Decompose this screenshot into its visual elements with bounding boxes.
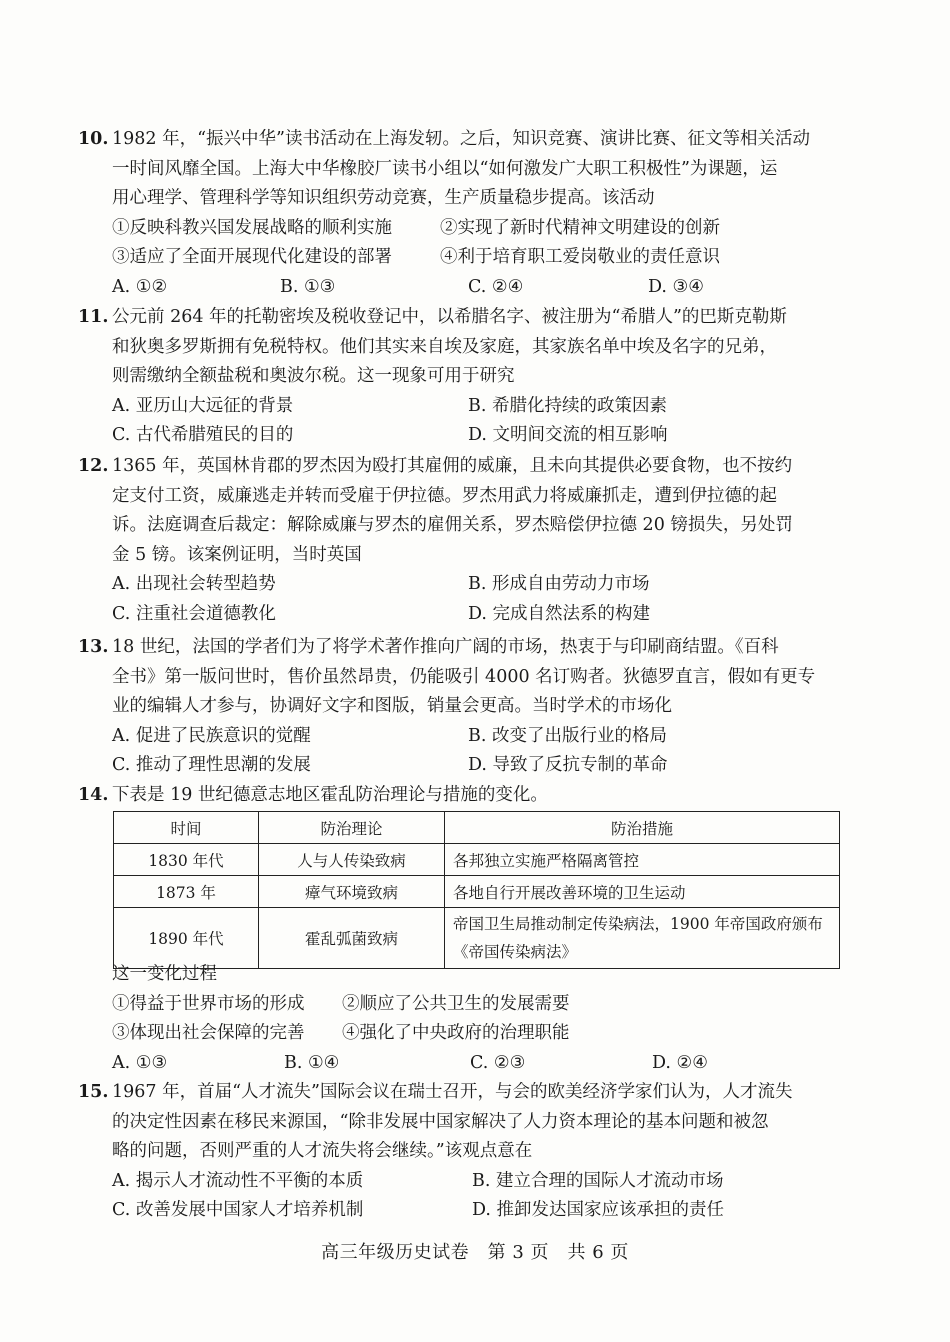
statement: ③适应了全面开展现代化建设的部署 <box>112 247 392 268</box>
question-text: 一时间风靡全国。上海大中华橡胶厂读书小组以“如何激发广大职工积极性”为课题，运 <box>112 158 778 179</box>
question-number: 12. <box>78 456 109 476</box>
table-cell: 1830 年代 <box>114 844 259 876</box>
statement-row <box>78 243 848 273</box>
question-text: 这一变化过程 <box>112 964 217 984</box>
option-b[interactable]: B. ①④ <box>284 1052 340 1073</box>
question-number: 11. <box>78 307 109 327</box>
question-text: 业的编辑人才参与，协调好文字和图版，销量会更高。当时学术的市场化 <box>112 696 672 717</box>
table-cell: 各邦独立实施严格隔离管控 <box>445 844 840 876</box>
option-d[interactable]: D. ③④ <box>648 276 704 297</box>
options-row <box>78 1049 848 1079</box>
question-number: 10. <box>78 129 109 149</box>
option-b[interactable]: B. ①③ <box>280 276 336 297</box>
option-a[interactable]: A. 出现社会转型趋势 <box>112 574 276 595</box>
question-text: 1967 年，首届“人才流失”国际会议在瑞士召开，与会的欧美经济学家们认为，人才流失 <box>112 1082 793 1102</box>
question-number: 14. <box>78 785 109 805</box>
table-header: 防治理论 <box>259 812 445 844</box>
options-row <box>78 751 848 781</box>
question-text: 用心理学、管理科学等知识组织劳动竞赛，生产质量稳步提高。该活动 <box>112 188 655 209</box>
option-d[interactable]: D. 推卸发达国家应该承担的责任 <box>472 1200 725 1221</box>
option-c[interactable]: C. 改善发展中国家人才培养机制 <box>112 1200 364 1221</box>
statement: ②实现了新时代精神文明建设的创新 <box>440 217 720 238</box>
option-d[interactable]: D. 完成自然法系的构建 <box>468 603 651 624</box>
option-b[interactable]: B. 希腊化持续的政策因素 <box>468 395 667 416</box>
question-10 <box>78 125 848 303</box>
table-cell: 霍乱弧菌致病 <box>259 908 445 969</box>
table-header-row <box>114 812 840 844</box>
statement: ①反映科教兴国发展战略的顺利实施 <box>112 217 392 238</box>
question-text: 1982 年，“振兴中华”读书活动在上海发轫。之后，知识竞赛、演讲比赛、征文等相关活动 <box>112 129 810 149</box>
table-cell: 帝国卫生局推动制定传染病法，1900 年帝国政府颁布《帝国传染病法》 <box>445 908 840 969</box>
option-c[interactable]: C. ②③ <box>470 1052 526 1073</box>
option-a[interactable]: A. ①③ <box>112 1052 168 1073</box>
question-text: 和狄奥多罗斯拥有免税特权。他们其实来自埃及家庭，其家族名单中埃及名字的兄弟， <box>112 336 777 357</box>
statement-row <box>78 214 848 244</box>
question-number: 15. <box>78 1082 109 1102</box>
statement: ④强化了中央政府的治理职能 <box>342 1023 570 1044</box>
option-c[interactable]: C. 古代希腊殖民的目的 <box>112 425 294 446</box>
question-text: 则需缴纳全额盐税和奥波尔税。这一现象可用于研究 <box>112 366 515 387</box>
table-row <box>114 876 840 908</box>
cholera-table <box>113 811 840 969</box>
options-row <box>78 273 848 303</box>
table-cell: 1873 年 <box>114 876 259 908</box>
statement: ③体现出社会保障的完善 <box>112 1023 305 1044</box>
question-14 <box>78 781 848 811</box>
statement: ②顺应了公共卫生的发展需要 <box>342 993 570 1014</box>
table-cell: 各地自行开展改善环境的卫生运动 <box>445 876 840 908</box>
question-text: 1365 年，英国林肯郡的罗杰因为殴打其雇佣的威廉，且未向其提供必要食物，也不按约 <box>112 456 793 476</box>
table-cell: 人与人传染致病 <box>259 844 445 876</box>
table-cell: 瘴气环境致病 <box>259 876 445 908</box>
options-row <box>78 722 848 752</box>
question-text: 金 5 镑。该案例证明，当时英国 <box>112 544 362 565</box>
question-text: 18 世纪，法国的学者们为了将学术著作推向广阔的市场，热衷于与印刷商结盟。《百科 <box>112 637 779 657</box>
question-13 <box>78 633 848 781</box>
question-text: 定支付工资，威廉逃走并转而受雇于伊拉德。罗杰用武力将威廉抓走，遭到伊拉德的起 <box>112 485 777 506</box>
options-row <box>78 570 848 600</box>
statement-row <box>78 990 848 1020</box>
option-d[interactable]: D. ②④ <box>652 1052 708 1073</box>
table-cell: 1890 年代 <box>114 908 259 969</box>
options-row <box>78 1167 848 1197</box>
option-a[interactable]: A. 促进了民族意识的觉醒 <box>112 725 311 746</box>
statement-row <box>78 1019 848 1049</box>
option-b[interactable]: B. 形成自由劳动力市场 <box>468 574 650 595</box>
option-c[interactable]: C. 注重社会道德教化 <box>112 603 276 624</box>
question-14-options <box>78 960 848 1078</box>
options-row <box>78 1196 848 1226</box>
statement: ①得益于世界市场的形成 <box>112 993 305 1014</box>
options-row <box>78 421 848 451</box>
table-header: 时间 <box>114 812 259 844</box>
page-footer: 高三年级历史试卷 第 3 页 共 6 页 <box>321 1242 629 1263</box>
question-text: 的决定性因素在移民来源国，“除非发展中国家解决了人力资本理论的基本问题和被忽 <box>112 1111 769 1132</box>
question-11 <box>78 303 848 451</box>
option-d[interactable]: D. 文明间交流的相互影响 <box>468 425 668 446</box>
statement: ④利于培育职工爱岗敬业的责任意识 <box>440 247 720 268</box>
option-a[interactable]: A. ①② <box>112 276 168 297</box>
question-text: 下表是 19 世纪德意志地区霍乱防治理论与措施的变化。 <box>112 785 548 805</box>
option-a[interactable]: A. 揭示人才流动性不平衡的本质 <box>112 1170 364 1191</box>
question-12 <box>78 452 848 630</box>
option-a[interactable]: A. 亚历山大远征的背景 <box>112 395 294 416</box>
question-number: 13. <box>78 637 109 657</box>
options-row <box>78 392 848 422</box>
question-text: 诉。法庭调查后裁定：解除威廉与罗杰的雇佣关系，罗杰赔偿伊拉德 20 镑损失，另处罚 <box>112 515 793 536</box>
question-text: 公元前 264 年的托勒密埃及税收登记中，以希腊名字、被注册为“希腊人”的巴斯克勒斯 <box>112 307 787 327</box>
option-c[interactable]: C. 推动了理性思潮的发展 <box>112 755 311 776</box>
option-d[interactable]: D. 导致了反抗专制的革命 <box>468 755 668 776</box>
option-c[interactable]: C. ②④ <box>468 276 524 297</box>
option-b[interactable]: B. 改变了出版行业的格局 <box>468 725 667 746</box>
options-row <box>78 600 848 630</box>
question-text: 略的问题，否则严重的人才流失将会继续。”该观点意在 <box>112 1141 533 1162</box>
table-header: 防治措施 <box>445 812 840 844</box>
option-b[interactable]: B. 建立合理的国际人才流动市场 <box>472 1170 724 1191</box>
question-text: 全书》第一版问世时，售价虽然昂贵，仍能吸引 4000 名订购者。狄德罗直言，假如有更专 <box>112 666 816 687</box>
question-15 <box>78 1078 848 1226</box>
table-row <box>114 844 840 876</box>
